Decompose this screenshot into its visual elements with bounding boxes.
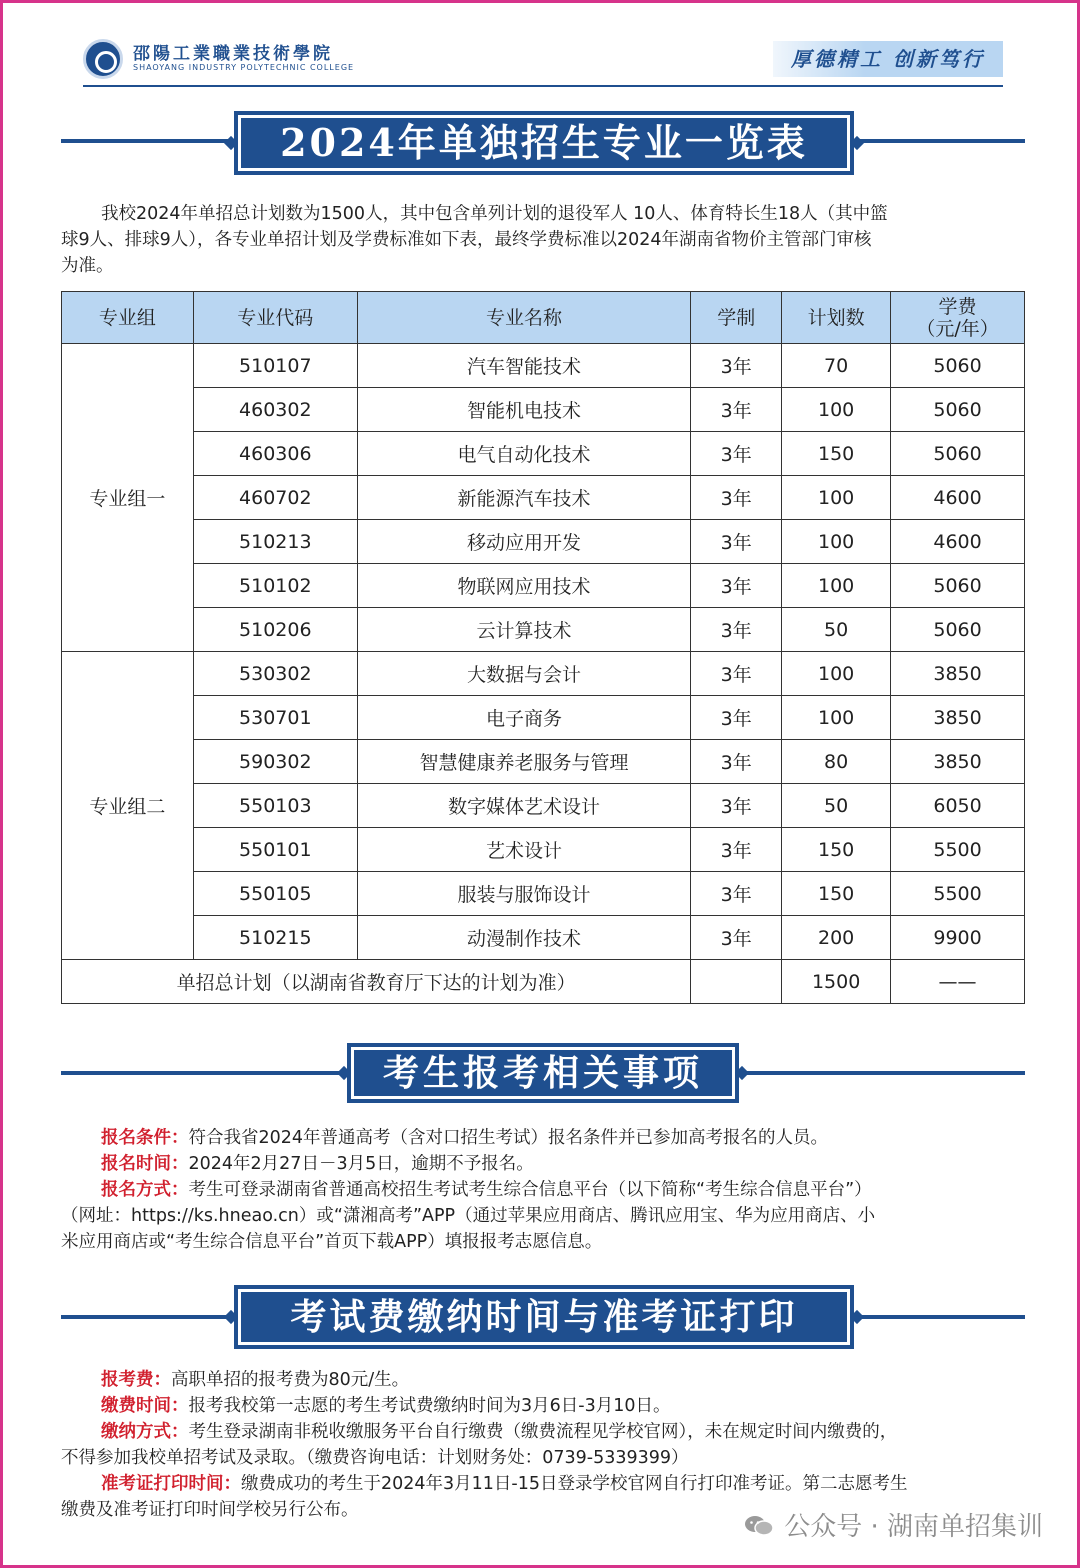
table-row — [62, 784, 1025, 828]
total-row — [62, 960, 1025, 1004]
info-continuation: （网址：https://ks.hneao.cn）或“潇湘高考”APP（通过苹果应用商店、腾讯应用宝、华为应用商店、小 — [61, 1206, 876, 1226]
duration-cell: 3年 — [691, 564, 782, 608]
fee-header-label: 学费 — [938, 295, 977, 318]
name-cell: 移动应用开发 — [357, 520, 691, 564]
code-cell: 530302 — [193, 652, 357, 696]
code-cell: 510213 — [193, 520, 357, 564]
name-cell: 电子商务 — [357, 696, 691, 740]
section-title-fees: 考试费缴纳时间与准考证打印 — [234, 1285, 854, 1349]
plan-cell: 100 — [782, 652, 891, 696]
info-text: 报考我校第一志愿的考生考试费缴纳时间为3月6日-3月10日。 — [188, 1396, 671, 1416]
intro-line: 为准。 — [61, 256, 114, 276]
total-fee-cell: —— — [891, 960, 1025, 1004]
intro-line: 我校2024年单招总计划数为1500人，其中包含单列计划的退役军人 10人、体育特长生18人（其中篮 — [101, 204, 888, 224]
info-continuation: 米应用商店或“考生综合信息平台”首页下载APP）填报报考志愿信息。 — [61, 1232, 603, 1252]
college-name-en: SHAOYANG INDUSTRY POLYTECHNIC COLLEGE — [133, 63, 355, 72]
code-cell: 510102 — [193, 564, 357, 608]
duration-cell: 3年 — [691, 608, 782, 652]
college-logo-icon — [83, 39, 123, 79]
name-cell: 新能源汽车技术 — [357, 476, 691, 520]
fee-cell: 4600 — [891, 476, 1025, 520]
name-cell: 智能机电技术 — [357, 388, 691, 432]
name-cell: 云计算技术 — [357, 608, 691, 652]
info-label: 报考费： — [101, 1370, 171, 1390]
duration-cell: 3年 — [691, 872, 782, 916]
info-label: 准考证打印时间： — [101, 1474, 241, 1494]
duration-cell: 3年 — [691, 476, 782, 520]
table-row — [62, 696, 1025, 740]
info-label: 缴费时间： — [101, 1396, 189, 1416]
college-motto: 厚德精工 创新笃行 — [773, 41, 1003, 77]
code-cell: 550105 — [193, 872, 357, 916]
section-banner-application — [61, 1043, 1025, 1103]
table-row — [62, 740, 1025, 784]
name-cell: 大数据与会计 — [357, 652, 691, 696]
duration-cell: 3年 — [691, 696, 782, 740]
table-row — [62, 828, 1025, 872]
info-label: 缴纳方式： — [101, 1422, 189, 1442]
table-row — [62, 432, 1025, 476]
info-text: 符合我省2024年普通高考（含对口招生考试）报名条件并已参加高考报名的人员。 — [188, 1128, 829, 1148]
fee-cell: 5500 — [891, 828, 1025, 872]
fee-cell: 4600 — [891, 520, 1025, 564]
duration-cell: 3年 — [691, 432, 782, 476]
table-row — [62, 652, 1025, 696]
section-banner-fees — [61, 1285, 1025, 1349]
table-row — [62, 916, 1025, 960]
section-banner-majors — [61, 111, 1025, 175]
fee-cell: 5060 — [891, 344, 1025, 388]
fee-cell: 9900 — [891, 916, 1025, 960]
plan-cell: 100 — [782, 388, 891, 432]
info-text: 高职单招的报考费为80元/生。 — [171, 1370, 410, 1390]
info-item-time — [61, 1151, 1025, 1177]
plan-cell: 70 — [782, 344, 891, 388]
total-plan-cell: 1500 — [782, 960, 891, 1004]
plan-cell: 150 — [782, 828, 891, 872]
name-cell: 智慧健康养老服务与管理 — [357, 740, 691, 784]
fee-item-time — [61, 1393, 1025, 1419]
fee-item-method — [61, 1419, 1025, 1445]
duration-cell: 3年 — [691, 784, 782, 828]
info-text: 考生登录湖南非税收缴服务平台自行缴费（缴费流程见学校官网），未在规定时间内缴费的， — [188, 1422, 898, 1442]
col-header-fee — [891, 292, 1025, 344]
code-cell: 510206 — [193, 608, 357, 652]
name-cell: 艺术设计 — [357, 828, 691, 872]
plan-cell: 100 — [782, 564, 891, 608]
table-row — [62, 564, 1025, 608]
duration-cell: 3年 — [691, 652, 782, 696]
table-row — [62, 520, 1025, 564]
fee-item-amount — [61, 1367, 1025, 1393]
col-header-plan: 计划数 — [782, 292, 891, 344]
info-label: 报名方式： — [101, 1180, 189, 1200]
code-cell: 460302 — [193, 388, 357, 432]
plan-cell: 50 — [782, 784, 891, 828]
plan-cell: 200 — [782, 916, 891, 960]
name-cell: 数字媒体艺术设计 — [357, 784, 691, 828]
fee-cell: 5500 — [891, 872, 1025, 916]
table-row — [62, 608, 1025, 652]
group-name-cell: 专业组一 — [62, 344, 194, 652]
group-name-cell: 专业组二 — [62, 652, 194, 960]
page-header — [83, 37, 1003, 81]
fee-cell: 5060 — [891, 564, 1025, 608]
col-header-duration: 学制 — [691, 292, 782, 344]
duration-cell: 3年 — [691, 740, 782, 784]
duration-cell: 3年 — [691, 388, 782, 432]
section-title-application: 考生报考相关事项 — [347, 1043, 739, 1103]
fee-cell: 3850 — [891, 696, 1025, 740]
info-text: 缴费成功的考生于2024年3月11日-15日登录学校官网自行打印准考证。第二志愿考生 — [241, 1474, 908, 1494]
name-cell: 服装与服饰设计 — [357, 872, 691, 916]
plan-cell: 150 — [782, 432, 891, 476]
info-text: 2024年2月27日－3月5日，逾期不予报名。 — [188, 1154, 534, 1174]
plan-cell: 100 — [782, 520, 891, 564]
info-item-conditions — [61, 1125, 1025, 1151]
code-cell: 460702 — [193, 476, 357, 520]
fee-cell: 5060 — [891, 388, 1025, 432]
fee-info — [61, 1367, 1025, 1523]
plan-cell: 50 — [782, 608, 891, 652]
table-row — [62, 872, 1025, 916]
name-cell: 物联网应用技术 — [357, 564, 691, 608]
fee-cell: 3850 — [891, 740, 1025, 784]
duration-cell: 3年 — [691, 520, 782, 564]
info-text: 考生可登录湖南省普通高校招生考试考生综合信息平台（以下简称“考生综合信息平台”） — [188, 1180, 872, 1200]
col-header-name: 专业名称 — [357, 292, 691, 344]
header-divider — [83, 85, 1003, 87]
wechat-icon — [744, 1515, 774, 1537]
section-title-majors: 2024年单独招生专业一览表 — [234, 111, 854, 175]
code-cell: 510107 — [193, 344, 357, 388]
code-cell: 530701 — [193, 696, 357, 740]
intro-paragraph — [61, 201, 1025, 279]
duration-cell: 3年 — [691, 828, 782, 872]
code-cell: 550103 — [193, 784, 357, 828]
fee-continuation: 不得参加我校单招考试及录取。（缴费咨询电话：计划财务处：0739-5339399） — [61, 1448, 689, 1468]
fee-cell: 3850 — [891, 652, 1025, 696]
info-label: 报名条件： — [101, 1128, 189, 1148]
wechat-watermark — [744, 1506, 1043, 1543]
name-cell: 汽车智能技术 — [357, 344, 691, 388]
table-body — [62, 344, 1025, 1004]
col-header-group: 专业组 — [62, 292, 194, 344]
code-cell: 510215 — [193, 916, 357, 960]
code-cell: 590302 — [193, 740, 357, 784]
plan-cell: 100 — [782, 476, 891, 520]
code-cell: 460306 — [193, 432, 357, 476]
fee-item-print — [61, 1471, 1025, 1497]
duration-cell: 3年 — [691, 344, 782, 388]
print-continuation: 缴费及准考证打印时间学校另行公布。 — [61, 1500, 359, 1520]
info-item-method — [61, 1177, 1025, 1203]
table-header-row — [62, 292, 1025, 344]
fee-cell: 6050 — [891, 784, 1025, 828]
code-cell: 550101 — [193, 828, 357, 872]
name-cell: 动漫制作技术 — [357, 916, 691, 960]
col-header-code: 专业代码 — [193, 292, 357, 344]
table-row — [62, 344, 1025, 388]
plan-cell: 150 — [782, 872, 891, 916]
table-row — [62, 388, 1025, 432]
fee-cell: 5060 — [891, 432, 1025, 476]
watermark-text: 公众号 · 湖南单招集训 — [784, 1512, 1043, 1542]
name-cell: 电气自动化技术 — [357, 432, 691, 476]
fee-header-unit: （元/年） — [916, 317, 999, 340]
table-row — [62, 476, 1025, 520]
fee-cell: 5060 — [891, 608, 1025, 652]
total-label-cell: 单招总计划（以湖南省教育厅下达的计划为准） — [62, 960, 691, 1004]
intro-line: 球9人、排球9人），各专业单招计划及学费标准如下表，最终学费标准以2024年湖南省物价主管部门审核 — [61, 230, 872, 250]
majors-table — [61, 291, 1025, 1004]
total-duration-cell — [691, 960, 782, 1004]
info-label: 报名时间： — [101, 1154, 189, 1174]
college-name: 邵陽工業職業技術學院 — [133, 44, 333, 64]
duration-cell: 3年 — [691, 916, 782, 960]
plan-cell: 100 — [782, 696, 891, 740]
plan-cell: 80 — [782, 740, 891, 784]
application-info — [61, 1125, 1025, 1255]
